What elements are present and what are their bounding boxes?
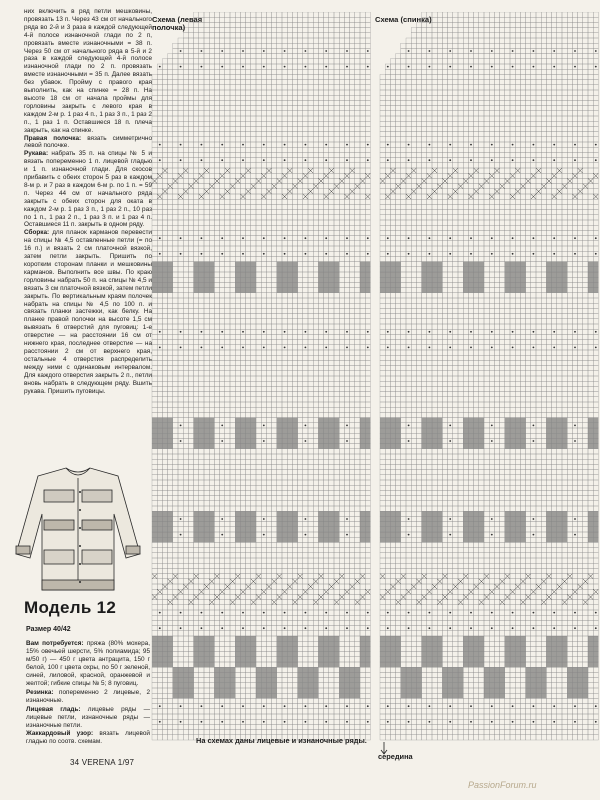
schemes-note: На схемах даны лицевые и изнаночные ряды. — [196, 736, 367, 745]
instructions-paragraph-4 — [24, 229, 152, 395]
sleeves-text: набрать 35 п. на спицы № 5 и вязать попеременно 1 п. лицевой гладью и 1 п. изнаночной глади. Для скосов прибавить с обеих сторон 5 раз в каждом 8-м р. и 7 раз в каждом 6-м р. по 1 п. = 59 п. Через 44 см от начального ряда закрыть с обеих сторон для оката в каждом 2-м р. 1 раз 3 п., 1 раз 2 п., 10 раз по 1 п., 1 раз 2 п., 1 раз 3 п. и 1 раз 4 п. Оставшиеся 11 п. закрыть в одном ряду. — [24, 150, 152, 229]
rib-heading: Резинка: — [26, 688, 54, 696]
assembly-text: для планок карманов перевести на спицы № 4,5 оставленные петли (= по 16 п.) и вязать 2 см платочной вязкой, затем петли закрыть. Пришить по коротким сторонам планки и мешковины карманов. Выполнить все швы. По краю горловины набрать 50 п. на спицы № 4,5 и вязать 3 см платочной вязкой, затем петли закрыть. По вертикальным краям полочек набрать на спицы № 4,5 по 100 п. и связать планки застежки, как белку. На планке правой полочки на высоте 1,5 см вывязать 6 отверстий для пуговиц: 1-е отверстие — на расстоянии 16 см от нижнего края, последнее отверстие — на расстоянии 2 см от верхнего края, остальные 4 отверстия распределить между ними с одинаковым интервалом. Для каждого отверстия закрыть 2 п., петли вновь набрать в следующем ряду. Вшить рукава. Пришить пуговицы. — [24, 229, 152, 395]
sweater-illustration — [8, 462, 148, 594]
stockinette-text: лицевые ряды — лицевые петли, изнаночные ряды — изнаночные петли. — [26, 705, 150, 729]
instructions-column — [24, 8, 152, 395]
model-title: Модель 12 — [24, 598, 117, 617]
watermark: PassionForum.ru — [468, 780, 537, 790]
stockinette-heading: Лицевая гладь: — [26, 705, 81, 713]
rib-text: попеременно 2 лицевые, 2 изнаночные. — [26, 688, 150, 705]
instructions-paragraph-2 — [24, 135, 152, 151]
right-front-heading: Правая полочка: — [24, 134, 82, 142]
back-chart — [380, 12, 598, 740]
jacquard-text: вязать лицевой гладью по соотв. схемам. — [26, 730, 150, 746]
stockinette-stitch — [26, 706, 150, 730]
materials-block — [26, 640, 150, 747]
right-front-text: вязать симметрично левой полочке. — [24, 134, 153, 150]
jacquard-heading: Жаккардовый узор: — [26, 730, 94, 738]
assembly-heading: Сборка: — [24, 229, 50, 237]
sleeves-heading: Рукава: — [24, 150, 49, 158]
size-line: Размер 40/42 — [26, 626, 71, 633]
materials-text: пряжа (80% мохера, 15% овечьей шерсти, 5% полиамида; 95 м/50 г) — 450 г цвета антрацита, 150 г белой, 100 г цвета охры, по 50 г зеленой, синей, лиловой, красной, оранжевой и желтой; гибкие спицы № 5; 8 пуговиц. — [26, 640, 150, 688]
materials-heading: Вам потребуется: — [26, 640, 84, 647]
instructions-paragraph-3 — [24, 150, 152, 229]
back-chart-label: Схема (спинка) — [375, 15, 432, 24]
left-front-chart-label: Схема (левая полочка) — [152, 15, 203, 33]
knitting-charts — [150, 12, 600, 772]
instructions-paragraph-1: них включить в ряд петли мешковины, провязать 13 п. Через 43 см от начального ряда во 2-й и 3 раза в каждой следующей 4-й полосе изнаночной глади по 2 п, провязать вместе изнаночными = 38 п. Через 50 см от начального ряда в 5-й и 2 раза в каждой следующей 4-й полосе изнаночной глади по 2 п. провязать вместе изнаночными = 35 п. Далее вязать без убавок. Пройму с правого края выполнить, как на спинке = 28 п. На высоте 18 см от начала проймы для горловины закрыть с левого края в каждом 2-м р. 1 раз 4 п., 1 раз 3 п., 1 раз 2 п., 1 раз 1 п. Оставшиеся 18 п. плеча закрыть, как на спинке. — [24, 8, 152, 134]
center-mark-label: середина — [378, 752, 413, 761]
materials-needed — [26, 640, 150, 689]
jacquard-pattern — [26, 730, 150, 746]
page-footer: 34 VERENA 1/97 — [70, 758, 135, 767]
left-front-chart — [152, 12, 370, 740]
rib-stitch — [26, 689, 150, 705]
